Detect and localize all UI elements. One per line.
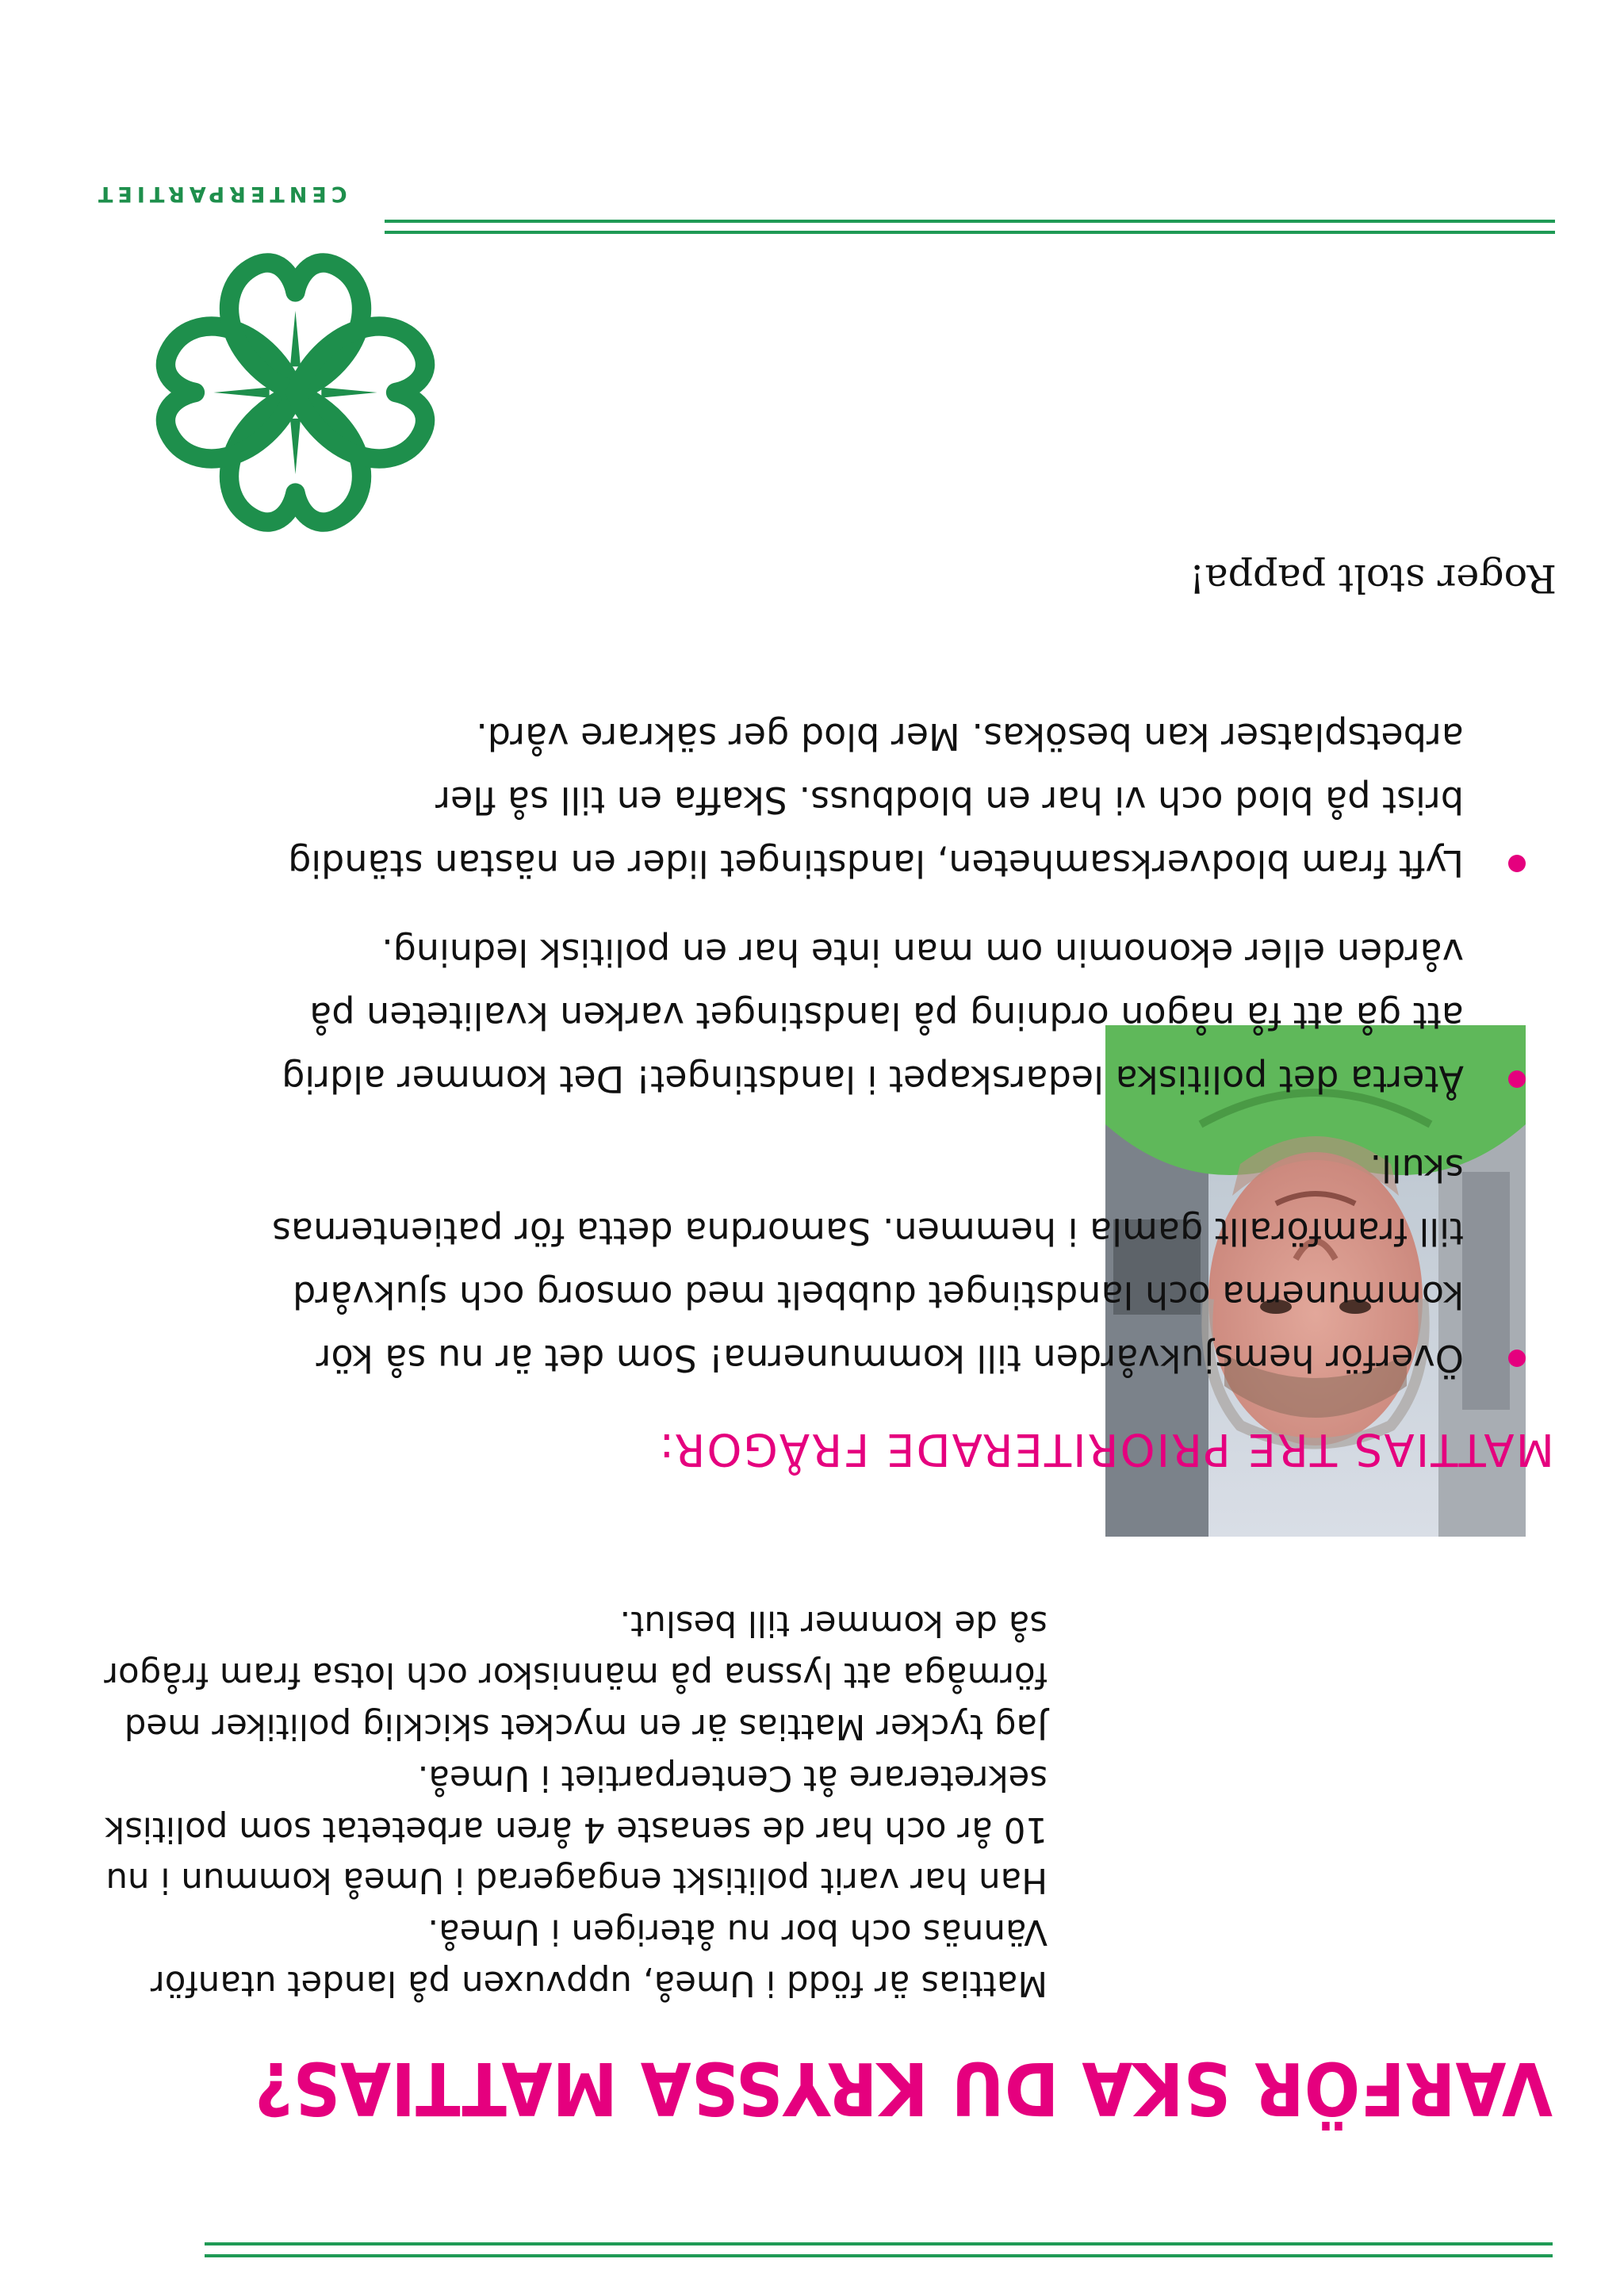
signature: Roger stolt pappa! xyxy=(1189,556,1557,601)
priorities-heading: MATTIAS TRE PRIORITERADE FRÅGOR: xyxy=(657,1423,1554,1475)
party-name: CENTERPARTIET xyxy=(94,182,347,206)
bullet-dot-icon xyxy=(1508,1070,1526,1088)
bio-paragraph-2: Han har varit politiskt engagerad i Umeå kommun i nu 10 år och har de senaste 4 åren arbetetat som politisk sekreterare åt Centerpartiet i Umeå. xyxy=(104,1757,1048,1901)
top-rule-1 xyxy=(205,2254,1553,2257)
bullet-dot-icon xyxy=(1508,1350,1526,1367)
bullet-dot-icon xyxy=(1508,855,1526,872)
priority-text: Lyft fram blodverksamheten, landstinget lider en nästan ständig brist på blod och vi har en blodbuss. Skaffa en till så fler arbetsplatser kan besökas. Mer blod ger säkrare vård. xyxy=(288,714,1464,885)
priority-text: Överför hemsjukvården till kommunerna! Som det är nu så kör kommunerna och landstinget dubbelt med omsorg och sjukvård till framförallt gamla i hemmen. Samordna detta för patienternas skull. xyxy=(272,1146,1464,1380)
priority-item xyxy=(244,921,1529,1111)
bottom-rule-2 xyxy=(385,220,1555,223)
priority-list xyxy=(244,680,1529,1390)
headline: VARFÖR SKA DU KRYSSA MATTIAS? xyxy=(255,2046,1553,2131)
priority-item xyxy=(244,705,1529,895)
bio-text xyxy=(72,1598,1048,2009)
priority-text: Återta det politiska ledarskapet i landstinget! Det kommer aldrig att gå att få någon ordning på landstinget varken kvaliteten på vården eller ekonomin om man inte har en politisk ledning. xyxy=(282,930,1464,1101)
bio-paragraph-3: Jag tycker Mattias är en mycket skicklig politiker med förmåga att lyssna på människor och lotsa fram frågor så de kommer till beslut. xyxy=(104,1603,1048,1746)
bottom-rule-1 xyxy=(385,231,1555,234)
four-leaf-clover-icon xyxy=(147,238,444,547)
bio-paragraph-1: Mattias är född i Umeå, uppvuxen på landet utanför Vännäs och bor nu återigen i Umeå. xyxy=(150,1912,1048,2003)
top-rule-2 xyxy=(205,2242,1553,2245)
priority-item xyxy=(244,1136,1529,1390)
